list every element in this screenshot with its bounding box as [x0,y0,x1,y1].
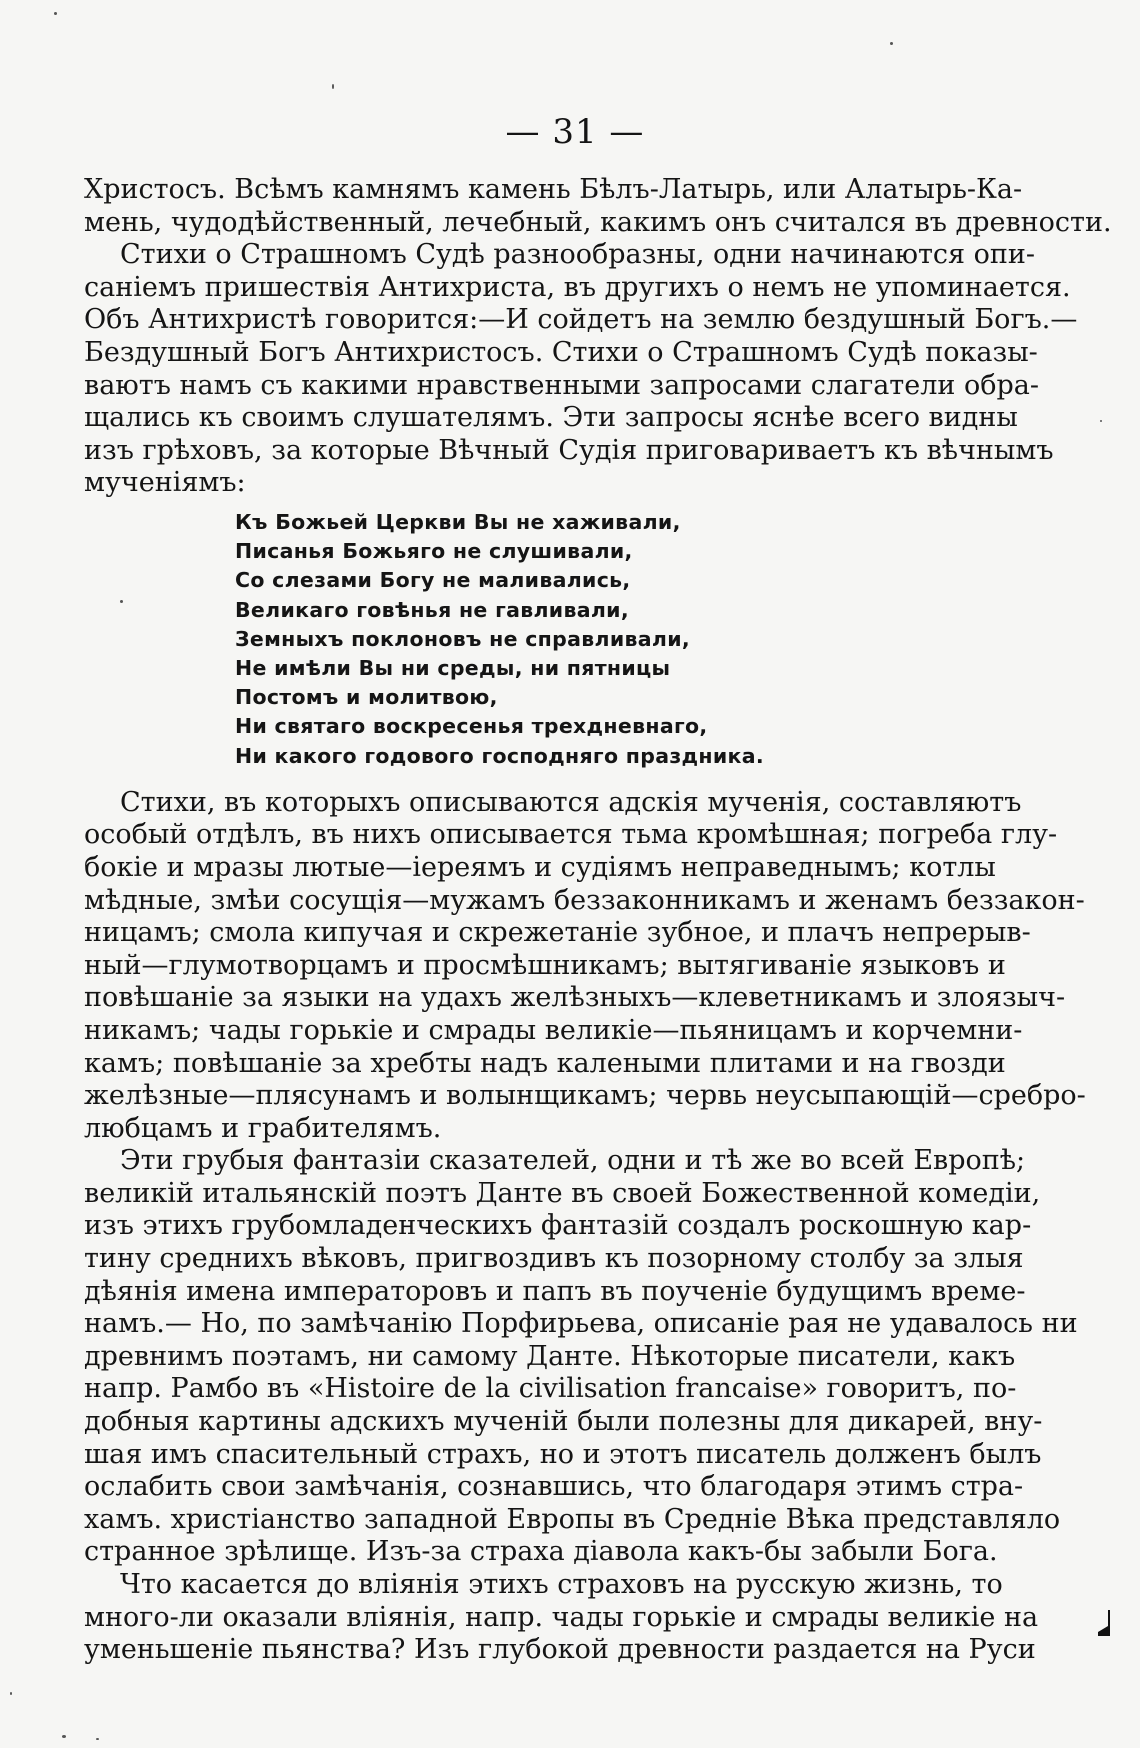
scan-speck [96,1738,99,1740]
verse-line: Постомъ и молитвою, [235,685,498,710]
text-line: камъ; повѣшаніе за хребты надъ калеными плитами и на гвозди [84,1047,1006,1079]
paragraph-2 [84,786,1086,1146]
text-line: Стихи о Страшномъ Судѣ разнообразны, одни начинаются опи- [120,239,1036,271]
text-line: никамъ; чады горькіе и смрады великіе—пьяницамъ и корчемни- [84,1014,1023,1046]
text-line: саніемъ пришествія Антихриста, въ другихъ о немъ не упоминается. [84,271,1071,303]
text-line: ницамъ; смола кипучая и скрежетаніе зубное, и плачъ непрерыв- [84,917,1031,949]
text-line: древнимъ поэтамъ, ни самому Данте. Нѣкоторые писатели, какъ [84,1340,1016,1372]
paragraph-3 [84,1145,1078,1569]
text-line: изъ грѣховъ, за которые Вѣчный Судія приговариваетъ къ вѣчнымъ [84,434,1054,466]
text-line: добныя картины адскихъ мученій были полезны для дикарей, вну- [84,1406,1043,1438]
text-line: намъ.— Но, по замѣчанію Порфирьева, описаніе рая не удавалось ни [84,1308,1078,1340]
verse-line: Ни святаго воскресенья трехдневнаго, [235,714,708,739]
scan-speck [890,42,893,45]
text-line: мень, чудодѣйственный, лечебный, какимъ онъ считался въ древности. [84,206,1112,238]
scan-speck [10,1692,12,1695]
scan-speck [120,600,123,603]
text-line: Христосъ. Всѣмъ камнямъ камень Бѣлъ-Латырь, или Алатырь-Ка- [84,174,1023,205]
text-line: хамъ. христіанство западной Европы въ Средніе Вѣка представляло [84,1503,1061,1535]
text-line: много-ли оказали вліянія, напр. чады горькіе и смрады великіе на [84,1601,1039,1633]
text-line: Бездушный Богъ Антихристосъ. Стихи о Страшномъ Судѣ показы- [84,336,1038,368]
text-line: бокіе и мразы лютые—іереямъ и судіямъ неправеднымъ; котлы [84,851,996,883]
text-line: ослабить свои замѣчанія, сознавшись, что благодаря этимъ стра- [84,1471,1024,1503]
verse-line: Земныхъ поклоновъ не справливали, [235,626,690,651]
verse-line: Ни какого годового господняго праздника. [235,743,764,768]
text-line: щались къ своимъ слушателямъ. Эти запросы яснѣе всего видны [84,402,1018,434]
verse-line: Великаго говѣнья не гавливали, [235,597,629,622]
text-line: особый отдѣлъ, въ нихъ описывается тьма кромѣшная; погреба глу- [84,819,1058,851]
scan-speck [1100,420,1102,422]
text-line: Что касается до вліянія этихъ страховъ на русскую жизнь, то [120,1569,1003,1601]
text-line: Объ Антихристѣ говорится:—И сойдетъ на землю бездушный Богъ.— [84,304,1078,336]
text-line: ваютъ намъ съ какими нравственными запросами слагатели обра- [84,369,1039,401]
paragraph-4 [84,1569,1039,1667]
page-number: — 31 — [505,112,645,152]
verse-line: Со слезами Богу не маливались, [235,568,631,593]
text-line: желѣзные—плясунамъ и волынщикамъ; червь неусыпающій—сребро- [84,1080,1086,1112]
text-line: мѣдные, змѣи сосущія—мужамъ беззаконникамъ и женамъ беззакон- [84,884,1085,916]
text-line: изъ этихъ грубомладенческихъ фантазій создалъ роскошную кар- [84,1210,1032,1242]
text-line: уменьшеніе пьянства? Изъ глубокой древности раздается на Руси [84,1634,1036,1666]
scan-speck [54,12,57,15]
text-line: ный—глумотворцамъ и просмѣшникамъ; вытягиваніе языковъ и [84,949,1006,981]
verse-line: Къ Божьей Церкви Вы не хаживали, [235,509,681,534]
text-line: шая имъ спасительный страхъ, но и этотъ писатель долженъ былъ [84,1438,1042,1470]
paragraph-1 [84,174,1112,500]
verse-line: Писанья Божьяго не слушивали, [235,539,633,564]
scan-mark-icon [1094,1608,1114,1638]
text-line: странное зрѣлище. Изъ-за страха діавола какъ-бы забыли Бога. [84,1536,998,1568]
text-line: любцамъ и грабителямъ. [84,1112,442,1144]
text-line: повѣшаніе за языки на удахъ желѣзныхъ—клеветникамъ и злоязыч- [84,982,1066,1014]
text-line: Эти грубыя фантазіи сказателей, одни и тѣ же во всей Европѣ; [120,1145,1026,1177]
text-line: напр. Рамбо въ «Histoire de la civilisation francaise» говоритъ, по- [84,1373,1017,1405]
text-line: мученіямъ: [84,467,246,499]
text-line: великій итальянскій поэтъ Данте въ своей Божественной комедіи, [84,1177,1041,1209]
text-line: дѣянія имена императоровъ и папъ въ поученіе будущимъ време- [84,1275,1026,1307]
verse-quotation [235,508,972,771]
page-body [84,174,1112,1667]
text-line: Стихи, въ которыхъ описываются адскія мученія, составляютъ [120,786,1022,818]
scan-speck [62,1735,66,1738]
text-line: тину среднихъ вѣковъ, пригвоздивъ къ позорному столбу за злыя [84,1243,1024,1275]
scan-speck [332,84,334,89]
verse-line: Не имѣли Вы ни среды, ни пятницы [235,655,671,680]
